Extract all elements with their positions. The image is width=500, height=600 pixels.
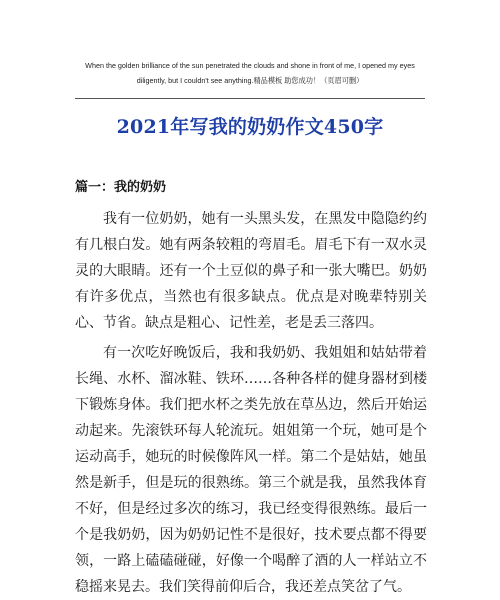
page-header [60, 58, 440, 88]
header-line-1: When the golden brilliance of the sun penetrated the clouds and shone in front of me, I opened my eyes [85, 61, 415, 70]
header-divider [75, 98, 425, 99]
paragraph-1: 我有一位奶奶，她有一头黑头发，在黑发中隐隐约约有几根白发。她有两条较粗的弯眉毛。眉毛下有一双水灵灵的大眼睛。还有一个土豆似的鼻子和一张大嘴巴。奶奶有许多优点，当然也有很多缺点。优点是对晚辈特别关心、节省。缺点是粗心、记性差，老是丢三落四。 [75, 211, 427, 331]
body-text [75, 206, 427, 600]
header-line-2: diligently, but I couldn't see anything.精品模板 助您成功！（页眉可删） [136, 76, 364, 85]
document-title: 2021年写我的奶奶作文450字 [116, 116, 384, 138]
paragraph-2: 有一次吃好晚饭后，我和我奶奶、我姐姐和姑姑带着长绳、水杯、溜冰鞋、铁环……各种各样的健身器材到楼下锻炼身体。我们把水杯之类先放在草丛边，然后开始运动起来。先滚铁环每人轮流玩。姐姐第一个玩，她可是个运动高手，她玩的时候像阵风一样。第二个是姑姑，她虽然是新手，但是玩的很熟练。第三个就是我，虽然我体育不好，但是经过多次的练习，我已经变得很熟练。最后一个是我奶奶，因为奶奶记性不是很好，技术要点都不得要领，一路上磕磕碰碰，好像一个喝醉了酒的人一样站立不稳摇来晃去。我们笑得前仰后合，我还差点笑岔了气。 [75, 345, 427, 595]
section-heading: 篇一：我的奶奶 [75, 180, 167, 195]
